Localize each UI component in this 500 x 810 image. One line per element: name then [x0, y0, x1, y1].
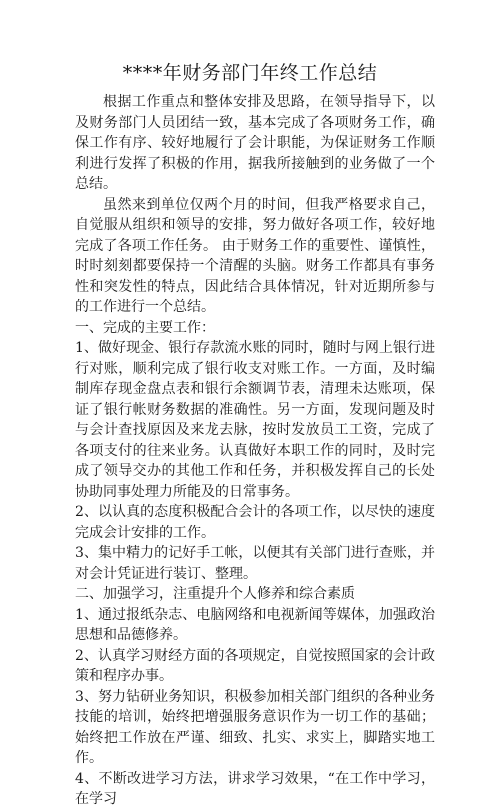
paragraph: 2、认真学习财经方面的各项规定，自觉按照国家的会计政策和程序办事。 — [75, 647, 435, 684]
paragraph: 一、完成的主要工作： — [75, 319, 215, 336]
document-body — [75, 92, 435, 810]
paragraph: 虽然来到单位仅两个月的时间，但我严格要求自己，自觉服从组织和领导的安排，努力做好各项工作，较好地完成了各项工作任务。 由于财务工作的重要性、谨慎性，时时刻刻都要保持一个清醒的头脑。财务工作都具有事务性和突发性的特点，因此结合具体情况，针对近期所参与的工作进行一个总结。 — [75, 196, 435, 315]
paragraph: 二、加强学习，注重提升个人修养和综合素质 — [75, 586, 355, 602]
paragraph: 3、努力钻研业务知识，积极参加相关部门组织的各种业务技能的培训，始终把增强服务意识作为一切工作的基础；始终把工作放在严谨、细致、扎实、求实上，脚踏实地工作。 — [75, 688, 435, 766]
paragraph: 3、集中精力的记好手工帐，以便其有关部门进行查账，并对会计凭证进行装订、整理。 — [75, 545, 435, 582]
paragraph: 1、通过报纸杂志、电脑网络和电视新闻等媒体，加强政治思想和品德修养。 — [75, 606, 435, 643]
document-title: ****年财务部门年终工作总结 — [122, 62, 378, 84]
paragraph: 4、不断改进学习方法，讲求学习效果，“在工作中学习，在学习 — [75, 770, 435, 807]
paragraph: 2、以认真的态度积极配合会计的各项工作，以尽快的速度完成会计安排的工作。 — [75, 504, 435, 541]
paragraph: 根据工作重点和整体安排及思路，在领导指导下，以及财务部门人员团结一致，基本完成了各项财务工作，确保工作有序、较好地履行了会计职能，为保证财务工作顺利进行发挥了积极的作用，据我所接触到的业务做了一个总结。 — [75, 94, 435, 192]
paragraph: 1、做好现金、银行存款流水账的同时，随时与网上银行进行对账，顺利完成了银行收支对账工作。一方面，及时编制库存现金盘点表和银行余额调节表，清理未达账项，保证了银行帐财务数据的准确性。另一方面，发现问题及时与会计查找原因及来龙去脉，按时发放员工工资，完成了各项支付的往来业务。认真做好本职工作的同时，及时完成了领导交办的其他工作和任务，并积极发挥自己的长处协助同事处理力所能及的日常事务。 — [75, 340, 435, 500]
